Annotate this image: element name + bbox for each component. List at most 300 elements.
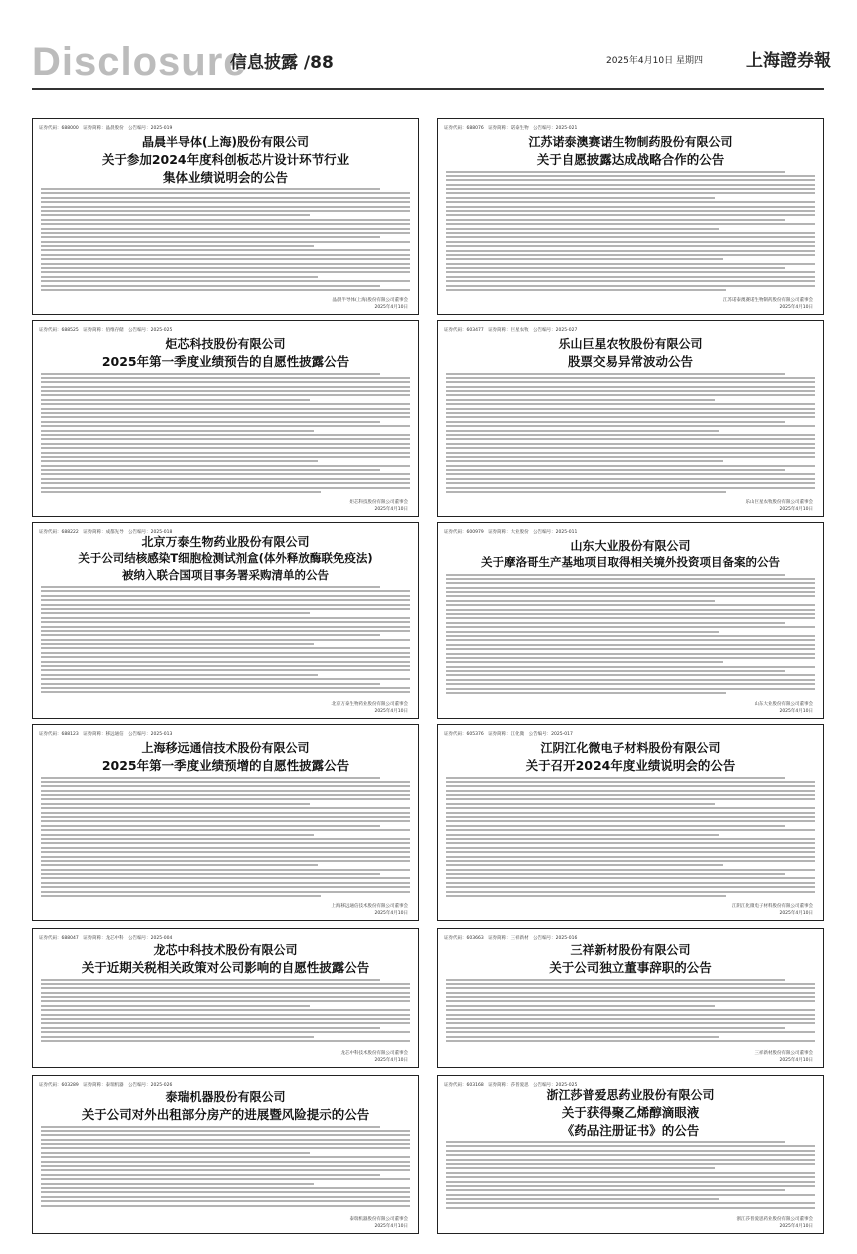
text-line <box>41 1130 410 1132</box>
text-line <box>41 820 410 822</box>
text-line <box>41 399 310 401</box>
text-line <box>446 1198 719 1200</box>
text-line <box>446 452 815 454</box>
text-line <box>446 188 815 190</box>
notice-title: 关于近期关税相关政策对公司影响的自愿性披露公告 <box>81 960 370 975</box>
text-line <box>41 873 380 875</box>
notice-title: 关于参加2024年度科创板芯片设计环节行业 <box>101 152 350 167</box>
text-line <box>446 838 815 840</box>
text-line <box>446 179 815 181</box>
text-line <box>446 692 726 694</box>
text-line <box>41 856 410 858</box>
text-line <box>41 1174 380 1176</box>
text-line <box>41 886 410 888</box>
notice-grid <box>32 118 824 1234</box>
text-line <box>446 373 785 375</box>
signature-line: 2025年4月10日 <box>779 911 813 916</box>
text-line <box>41 864 318 866</box>
text-line <box>446 587 815 589</box>
text-line <box>41 263 410 265</box>
stock-code-line: 证券代码：688222 证券简称：成都先导 公告编号：2025-018 <box>39 530 173 535</box>
text-line <box>446 482 815 484</box>
text-line <box>41 245 314 247</box>
text-line <box>446 478 815 480</box>
text-line <box>41 996 410 998</box>
text-line <box>41 1147 410 1149</box>
text-line <box>446 595 815 597</box>
text-line <box>446 408 815 410</box>
company-name: 泰瑞机器股份有限公司 <box>165 1090 286 1104</box>
notice-box <box>437 320 824 517</box>
notice-box <box>437 522 824 719</box>
signature-line: 龙芯中科技术股份有限公司董事会 <box>340 1051 408 1056</box>
notice-box <box>437 928 824 1068</box>
text-line <box>446 1145 815 1147</box>
text-line <box>446 487 815 489</box>
text-line <box>446 661 723 663</box>
text-line <box>41 456 410 458</box>
text-line <box>446 473 815 475</box>
text-line <box>446 456 815 458</box>
text-line <box>41 777 380 779</box>
text-line <box>446 674 815 676</box>
text-line <box>446 469 785 471</box>
notice-title: 关于公司对外出租部分房产的进展暨风险提示的公告 <box>81 1107 370 1122</box>
text-line <box>446 666 815 668</box>
notice-signature <box>332 297 408 311</box>
signature-line: 2025年4月10日 <box>779 709 813 714</box>
text-line <box>446 574 785 576</box>
text-line <box>446 219 785 221</box>
signature-line: 2025年4月10日 <box>374 1224 408 1229</box>
text-line <box>41 1183 314 1185</box>
stock-code-line: 证券代码：688000 证券简称：晶晨股份 公告编号：2025-019 <box>39 126 173 131</box>
signature-line: 泰瑞机器股份有限公司董事会 <box>349 1217 408 1222</box>
text-line <box>41 1169 410 1171</box>
notice-signature <box>350 1216 409 1230</box>
text-line <box>41 687 410 689</box>
text-line <box>446 578 815 580</box>
notice-signature <box>723 297 813 311</box>
text-line <box>446 1005 715 1007</box>
text-line <box>446 657 815 659</box>
text-line <box>446 820 815 822</box>
text-line <box>41 394 410 396</box>
text-line <box>446 491 726 493</box>
text-line <box>41 491 321 493</box>
text-line <box>446 197 715 199</box>
text-line <box>41 834 314 836</box>
text-line <box>446 1176 815 1178</box>
text-line <box>446 1014 815 1016</box>
text-line <box>41 1205 410 1207</box>
text-line <box>41 430 314 432</box>
text-line <box>41 408 410 410</box>
text-line <box>41 1126 380 1128</box>
text-line <box>446 438 815 440</box>
notice-signature <box>746 499 814 513</box>
notice-signature <box>332 701 409 715</box>
text-line <box>446 803 715 805</box>
text-line <box>446 785 815 787</box>
text-line <box>446 214 815 216</box>
text-line <box>41 647 410 649</box>
notice-box <box>437 118 824 315</box>
text-line <box>41 877 410 879</box>
text-line <box>41 1156 410 1158</box>
text-line <box>446 860 815 862</box>
text-line <box>41 665 410 667</box>
text-line <box>446 873 785 875</box>
signature-line: 2025年4月10日 <box>779 305 813 310</box>
signature-line: 2025年4月10日 <box>779 1058 813 1063</box>
signature-line: 2025年4月10日 <box>374 507 408 512</box>
signature-line: 江阴江化微电子材料股份有限公司董事会 <box>732 904 813 909</box>
text-line <box>41 478 410 480</box>
stock-code-line: 证券代码：603477 证券简称：巨星农牧 公告编号：2025-027 <box>444 328 578 333</box>
text-line <box>446 886 815 888</box>
signature-line: 三祥新材股份有限公司董事会 <box>754 1051 813 1056</box>
text-line <box>446 1207 815 1209</box>
stock-code-line: 证券代码：688076 证券简称：诺泰生物 公告编号：2025-021 <box>444 126 578 131</box>
text-line <box>41 590 410 592</box>
brand-logo: Disclosure <box>32 40 247 84</box>
text-line <box>446 882 815 884</box>
text-line <box>446 798 815 800</box>
notice-title: 集体业绩说明会的公告 <box>162 169 288 185</box>
text-line <box>446 236 815 238</box>
text-line <box>446 1009 815 1011</box>
text-line <box>41 1014 410 1016</box>
notice-box <box>32 320 419 517</box>
text-line <box>41 403 410 405</box>
text-line <box>41 447 410 449</box>
text-line <box>41 381 410 383</box>
text-line <box>446 834 719 836</box>
text-line <box>41 1139 410 1141</box>
text-line <box>446 983 815 985</box>
text-line <box>446 679 815 681</box>
text-line <box>446 201 815 203</box>
text-line <box>446 1189 785 1191</box>
text-line <box>41 781 410 783</box>
text-line <box>41 1040 410 1042</box>
text-line <box>41 438 410 440</box>
text-line <box>41 785 410 787</box>
notice-body-text <box>41 979 410 1045</box>
text-line <box>41 803 310 805</box>
text-line <box>446 1194 815 1196</box>
text-line <box>446 825 785 827</box>
text-line <box>446 254 815 256</box>
text-line <box>41 452 410 454</box>
text-line <box>446 781 815 783</box>
notice-body-text <box>446 574 815 697</box>
text-line <box>41 987 410 989</box>
notice-body-text <box>41 373 410 496</box>
text-line <box>41 621 410 623</box>
notice-box <box>32 118 419 315</box>
text-line <box>41 1196 410 1198</box>
notice-body-text <box>446 1141 815 1211</box>
text-line <box>446 777 785 779</box>
signature-line: 2025年4月10日 <box>779 1224 813 1229</box>
notice-signature <box>755 1050 814 1064</box>
text-line <box>41 656 410 658</box>
text-line <box>41 586 380 588</box>
company-name: 北京万泰生物药业股份有限公司 <box>141 535 310 549</box>
text-line <box>446 794 815 796</box>
text-line <box>41 210 410 212</box>
text-line <box>446 228 719 230</box>
text-line <box>446 434 815 436</box>
text-line <box>41 249 410 251</box>
text-line <box>41 838 410 840</box>
text-line <box>41 1165 410 1167</box>
text-line <box>41 1018 410 1020</box>
text-line <box>446 877 815 879</box>
text-line <box>446 1181 815 1183</box>
text-line <box>41 829 410 831</box>
text-line <box>446 609 815 611</box>
text-line <box>446 1031 815 1033</box>
text-line <box>41 1009 410 1011</box>
text-line <box>446 1000 815 1002</box>
text-line <box>446 175 815 177</box>
text-line <box>41 271 410 273</box>
text-line <box>41 1178 410 1180</box>
text-line <box>41 661 410 663</box>
text-line <box>446 829 815 831</box>
text-line <box>41 373 380 375</box>
stock-code-line: 证券代码：603168 证券简称：莎普爱思 公告编号：2025-025 <box>444 1083 578 1088</box>
section-title: 信息披露 /88 <box>230 53 334 73</box>
text-line <box>446 460 723 462</box>
text-line <box>446 1036 719 1038</box>
masthead <box>0 0 857 110</box>
notice-box <box>32 724 419 921</box>
text-line <box>41 1027 380 1029</box>
text-line <box>446 443 815 445</box>
signature-line: 2025年4月10日 <box>374 709 408 714</box>
text-line <box>41 1036 314 1038</box>
signature-line: 山东大业股份有限公司董事会 <box>754 702 813 707</box>
text-line <box>446 979 785 981</box>
text-line <box>446 412 815 414</box>
text-line <box>41 1152 310 1154</box>
text-line <box>446 790 815 792</box>
text-line <box>41 652 410 654</box>
text-line <box>41 683 380 685</box>
notice-title: 关于获得聚乙烯醇滴眼液 <box>561 1105 700 1120</box>
text-line <box>446 1150 815 1152</box>
text-line <box>446 613 815 615</box>
text-line <box>41 630 410 632</box>
text-line <box>446 1027 785 1029</box>
text-line <box>446 276 815 278</box>
text-line <box>446 223 815 225</box>
header-rule <box>32 88 824 90</box>
text-line <box>41 674 318 676</box>
text-line <box>41 1200 410 1202</box>
text-line <box>446 289 726 291</box>
text-line <box>41 860 410 862</box>
text-line <box>446 1172 815 1174</box>
text-line <box>41 1022 410 1024</box>
text-line <box>41 634 380 636</box>
notice-body-text <box>41 777 410 900</box>
text-line <box>41 206 410 208</box>
text-line <box>446 377 815 379</box>
text-line <box>41 412 410 414</box>
text-line <box>41 608 410 610</box>
notice-box <box>32 928 419 1068</box>
text-line <box>41 1143 410 1145</box>
text-line <box>446 812 815 814</box>
text-line <box>446 622 785 624</box>
text-line <box>41 201 410 203</box>
text-line <box>41 276 318 278</box>
text-line <box>41 798 410 800</box>
text-line <box>41 979 380 981</box>
text-line <box>446 192 815 194</box>
notice-signature <box>341 1050 409 1064</box>
notice-body-text <box>446 979 815 1045</box>
text-line <box>446 864 723 866</box>
text-line <box>446 416 815 418</box>
signature-line: 上海移远通信技术股份有限公司董事会 <box>331 904 408 909</box>
signature-line: 2025年4月10日 <box>374 911 408 916</box>
notice-signature <box>737 1216 814 1230</box>
signature-line: 炬芯科技股份有限公司董事会 <box>349 500 408 505</box>
text-line <box>446 807 815 809</box>
notice-title: 关于召开2024年度业绩说明会的公告 <box>525 758 736 773</box>
text-line <box>41 617 410 619</box>
stock-code-line: 证券代码：603289 证券简称：泰瑞机器 公告编号：2025-026 <box>39 1083 173 1088</box>
text-line <box>41 612 310 614</box>
text-line <box>446 670 785 672</box>
text-line <box>41 473 410 475</box>
text-line <box>446 390 815 392</box>
text-line <box>446 258 723 260</box>
notice-body-text <box>41 1126 410 1209</box>
text-line <box>41 228 410 230</box>
text-line <box>446 992 815 994</box>
text-line <box>446 1159 815 1161</box>
text-line <box>41 882 410 884</box>
text-line <box>41 416 410 418</box>
text-line <box>446 263 815 265</box>
text-line <box>41 790 410 792</box>
stock-code-line: 证券代码：600979 证券简称：大业股份 公告编号：2025-011 <box>444 530 578 535</box>
company-name: 晶晨半导体(上海)股份有限公司 <box>142 135 309 149</box>
company-name: 江阴江化微电子材料股份有限公司 <box>540 741 721 755</box>
notice-body-text <box>446 373 815 496</box>
text-line <box>446 600 715 602</box>
text-line <box>446 421 785 423</box>
text-line <box>446 617 815 619</box>
text-line <box>41 1000 410 1002</box>
text-line <box>446 996 815 998</box>
stock-code-line: 证券代码：688525 证券简称：佰维存储 公告编号：2025-025 <box>39 328 173 333</box>
text-line <box>41 895 321 897</box>
issue-date: 2025年4月10日 星期四 <box>606 56 703 66</box>
text-line <box>41 241 410 243</box>
company-name: 三祥新材股份有限公司 <box>570 943 691 957</box>
text-line <box>446 425 815 427</box>
text-line <box>41 192 410 194</box>
text-line <box>41 285 380 287</box>
notice-body-text <box>446 171 815 294</box>
notice-body-text <box>446 777 815 900</box>
text-line <box>446 267 785 269</box>
signature-line: 北京万泰生物药业股份有限公司董事会 <box>331 702 408 707</box>
stock-code-line: 证券代码：603663 证券简称：三祥新材 公告编号：2025-016 <box>444 936 578 941</box>
text-line <box>446 1167 715 1169</box>
notice-title: 关于公司独立董事辞职的公告 <box>549 960 712 975</box>
text-line <box>41 219 410 221</box>
text-line <box>41 443 410 445</box>
text-line <box>446 465 815 467</box>
notice-body-text <box>41 188 410 293</box>
signature-line: 江苏诺泰澳赛诺生物制药股份有限公司董事会 <box>723 298 813 303</box>
text-line <box>446 653 815 655</box>
text-line <box>446 1185 815 1187</box>
text-line <box>446 232 815 234</box>
text-line <box>41 487 410 489</box>
text-line <box>41 390 410 392</box>
text-line <box>446 591 815 593</box>
text-line <box>41 1191 410 1193</box>
text-line <box>41 992 410 994</box>
notice-signature <box>332 903 409 917</box>
signature-line: 2025年4月10日 <box>374 1058 408 1063</box>
notice-title: 关于公司结核感染T细胞检测试剂盒(体外释放酶联免疫法) <box>78 551 373 565</box>
text-line <box>41 280 410 282</box>
text-line <box>41 377 410 379</box>
text-line <box>41 289 410 291</box>
text-line <box>41 267 410 269</box>
text-line <box>446 648 815 650</box>
text-line <box>446 631 719 633</box>
company-name: 上海移远通信技术股份有限公司 <box>141 741 310 755</box>
text-line <box>41 812 410 814</box>
text-line <box>41 434 410 436</box>
text-line <box>41 807 410 809</box>
text-line <box>41 460 318 462</box>
text-line <box>41 1134 410 1136</box>
text-line <box>41 469 380 471</box>
text-line <box>446 394 815 396</box>
stock-code-line: 证券代码：688047 证券简称：龙芯中科 公告编号：2025-004 <box>39 936 173 941</box>
text-line <box>446 626 815 628</box>
notice-box <box>32 1075 419 1234</box>
text-line <box>41 794 410 796</box>
text-line <box>41 386 410 388</box>
text-line <box>446 604 815 606</box>
text-line <box>41 595 410 597</box>
text-line <box>446 210 815 212</box>
company-name: 龙芯中科技术股份有限公司 <box>153 943 298 957</box>
text-line <box>446 1202 815 1204</box>
text-line <box>446 688 815 690</box>
text-line <box>41 223 410 225</box>
text-line <box>41 626 410 628</box>
notice-title: 2025年第一季度业绩预告的自愿性披露公告 <box>101 354 350 369</box>
text-line <box>446 1018 815 1020</box>
text-line <box>446 1040 815 1042</box>
text-line <box>446 869 815 871</box>
